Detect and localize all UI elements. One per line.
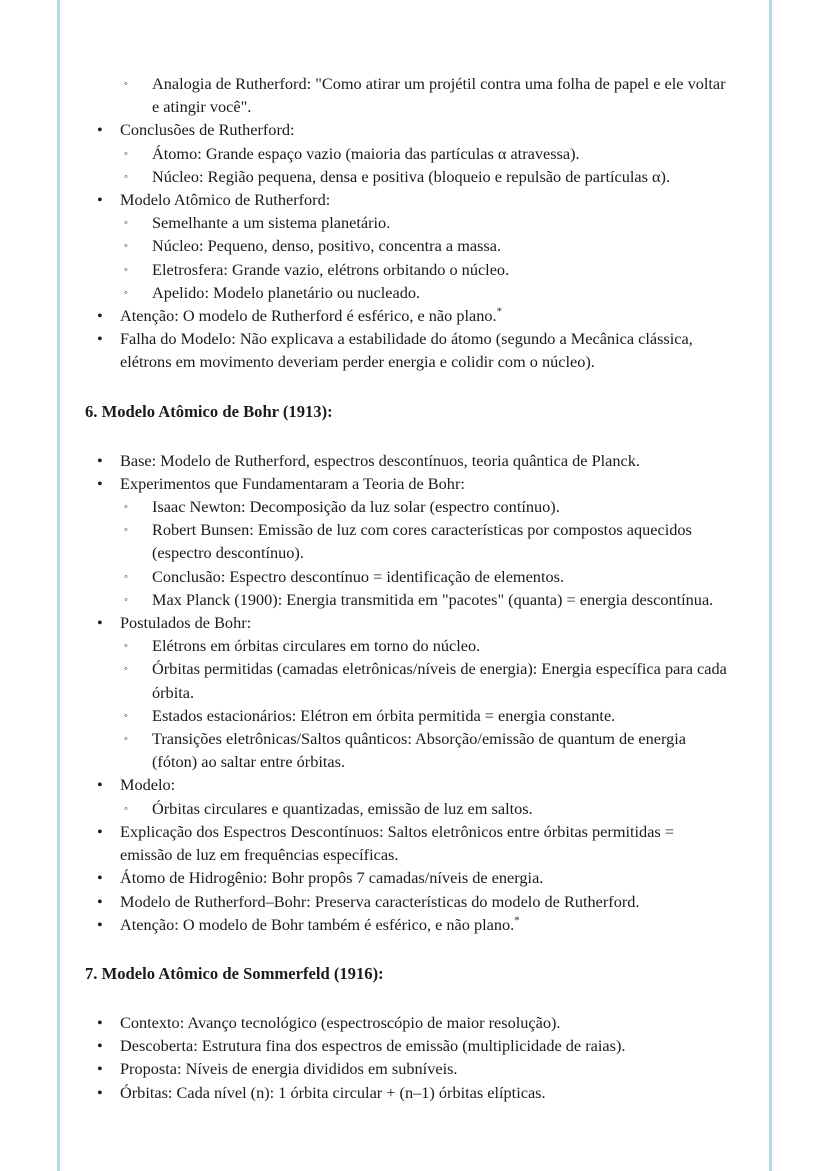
document-section xyxy=(85,962,730,1104)
disc-bullet-icon: • xyxy=(97,1059,103,1079)
disc-bullet-icon: • xyxy=(97,473,103,493)
sub-bullet-item xyxy=(124,657,730,703)
sub-bullet-item xyxy=(124,234,730,257)
sub-bullet-item xyxy=(124,142,730,165)
disc-bullet-icon: • xyxy=(97,914,103,934)
bullet-text: Modelo Atômico de Rutherford: xyxy=(120,190,331,210)
sub-bullet-item xyxy=(124,797,730,820)
circle-bullet-icon: ◦ xyxy=(124,524,128,537)
bullet-text: Robert Bunsen: Emissão de luz com cores características por compostos aquecidos (espectro descontínuo). xyxy=(152,520,692,563)
circle-bullet-icon: ◦ xyxy=(124,663,128,676)
sub-bullet-item xyxy=(124,727,730,773)
document-section xyxy=(85,400,730,936)
section-heading: 6. Modelo Atômico de Bohr (1913): xyxy=(85,401,333,421)
disc-bullet-icon: • xyxy=(97,775,103,795)
sub-bullet-item xyxy=(124,565,730,588)
bullet-text: Max Planck (1900): Energia transmitida em "pacotes" (quanta) = energia descontínua. xyxy=(152,589,714,609)
sub-bullet-item xyxy=(124,634,730,657)
bullet-item xyxy=(97,820,730,866)
circle-bullet-icon: ◦ xyxy=(124,78,128,90)
bullet-text: Modelo de Rutherford–Bohr: Preserva características do modelo de Rutherford. xyxy=(120,891,640,911)
circle-bullet-icon: ◦ xyxy=(124,217,128,230)
bullet-item xyxy=(97,449,730,472)
bullet-item xyxy=(97,1057,730,1080)
bullet-item xyxy=(97,913,730,936)
sub-bullet-item xyxy=(124,258,730,281)
circle-bullet-icon: ◦ xyxy=(124,640,128,653)
footnote-asterisk: * xyxy=(496,305,503,318)
bullet-item xyxy=(97,773,730,796)
bullet-text: Eletrosfera: Grande vazio, elétrons orbitando o núcleo. xyxy=(152,259,510,279)
circle-bullet-icon: ◦ xyxy=(124,802,128,815)
disc-bullet-icon: • xyxy=(97,306,103,326)
circle-bullet-icon: ◦ xyxy=(124,240,128,253)
sub-bullet-item xyxy=(124,495,730,518)
disc-bullet-icon: • xyxy=(97,120,103,140)
sub-bullet-item xyxy=(124,211,730,234)
bullet-text: Núcleo: Pequeno, denso, positivo, concentra a massa. xyxy=(152,236,502,256)
bullet-item xyxy=(97,611,730,634)
bullet-text: Órbitas: Cada nível (n): 1 órbita circular + (n–1) órbitas elípticas. xyxy=(120,1082,546,1102)
circle-bullet-icon: ◦ xyxy=(124,286,128,299)
bullet-item xyxy=(97,1081,730,1104)
bullet-item xyxy=(97,118,730,141)
circle-bullet-icon: ◦ xyxy=(124,733,128,746)
sub-bullet-item xyxy=(124,72,730,118)
bullet-text: Núcleo: Região pequena, densa e positiva (bloqueio e repulsão de partículas α). xyxy=(152,166,671,186)
bullet-text: Explicação dos Espectros Descontínuos: Saltos eletrônicos entre órbitas permitidas = emissão de luz em frequências específicas. xyxy=(120,821,675,865)
circle-bullet-icon: ◦ xyxy=(124,570,128,583)
bullet-text: Contexto: Avanço tecnológico (espectroscópio de maior resolução). xyxy=(120,1012,561,1032)
disc-bullet-icon: • xyxy=(97,450,103,470)
disc-bullet-icon: • xyxy=(97,891,103,911)
document-content xyxy=(85,72,730,1104)
disc-bullet-icon: • xyxy=(97,1082,103,1102)
circle-bullet-icon: ◦ xyxy=(124,501,128,514)
bullet-text: Analogia de Rutherford: "Como atirar um projétil contra uma folha de papel e ele voltar e atingir você". xyxy=(152,74,726,117)
bullet-item xyxy=(97,327,730,373)
outline-list xyxy=(85,1011,730,1104)
circle-bullet-icon: ◦ xyxy=(124,170,128,183)
bullet-text: Proposta: Níveis de energia divididos em subníveis. xyxy=(120,1059,458,1079)
disc-bullet-icon: • xyxy=(97,329,103,349)
bullet-text: Transições eletrônicas/Saltos quânticos: Absorção/emissão de quantum de energia (fóton) ao saltar entre órbitas. xyxy=(152,729,686,772)
bullet-text: Isaac Newton: Decomposição da luz solar (espectro contínuo). xyxy=(152,497,560,517)
bullet-item xyxy=(97,866,730,889)
bullet-text: Elétrons em órbitas circulares em torno do núcleo. xyxy=(152,636,481,656)
bullet-text: Atenção: O modelo de Rutherford é esférico, e não plano. xyxy=(120,306,497,326)
bullet-text: Átomo: Grande espaço vazio (maioria das partículas α atravessa). xyxy=(152,143,580,163)
sub-bullet-item xyxy=(124,588,730,611)
outline-list xyxy=(85,449,730,936)
bullet-text: Conclusão: Espectro descontínuo = identificação de elementos. xyxy=(152,566,565,586)
circle-bullet-icon: ◦ xyxy=(124,709,128,722)
page-left-margin-rule xyxy=(57,0,60,1171)
bullet-text: Semelhante a um sistema planetário. xyxy=(152,213,391,233)
bullet-text: Órbitas permitidas (camadas eletrônicas/níveis de energia): Energia específica para cada órbita. xyxy=(152,659,727,702)
sub-bullet-item xyxy=(124,518,730,564)
bullet-item xyxy=(97,890,730,913)
circle-bullet-icon: ◦ xyxy=(124,593,128,606)
bullet-text: Postulados de Bohr: xyxy=(120,613,252,633)
bullet-text: Estados estacionários: Elétron em órbita permitida = energia constante. xyxy=(152,705,616,725)
bullet-item xyxy=(97,1011,730,1034)
sub-bullet-item xyxy=(124,165,730,188)
bullet-text: Órbitas circulares e quantizadas, emissão de luz em saltos. xyxy=(152,798,533,818)
sub-bullet-item xyxy=(124,281,730,304)
bullet-item xyxy=(97,1034,730,1057)
circle-bullet-icon: ◦ xyxy=(124,147,128,160)
section-heading: 7. Modelo Atômico de Sommerfeld (1916): xyxy=(85,963,384,983)
bullet-text: Falha do Modelo: Não explicava a estabilidade do átomo (segundo a Mecânica clássica, elétrons em movimento deveriam perder energia e colidir com o núcleo). xyxy=(120,329,693,372)
disc-bullet-icon: • xyxy=(97,613,103,633)
bullet-item xyxy=(97,472,730,495)
disc-bullet-icon: • xyxy=(97,868,103,888)
bullet-text: Átomo de Hidrogênio: Bohr propôs 7 camadas/níveis de energia. xyxy=(120,868,544,888)
bullet-text: Conclusões de Rutherford: xyxy=(120,120,295,140)
bullet-text: Atenção: O modelo de Bohr também é esférico, e não plano. xyxy=(120,914,515,934)
footnote-asterisk: * xyxy=(514,914,520,927)
circle-bullet-icon: ◦ xyxy=(124,263,128,276)
bullet-text: Experimentos que Fundamentaram a Teoria de Bohr: xyxy=(120,473,465,493)
bullet-text: Base: Modelo de Rutherford, espectros descontínuos, teoria quântica de Planck. xyxy=(120,450,640,470)
bullet-item xyxy=(97,188,730,211)
bullet-text: Apelido: Modelo planetário ou nucleado. xyxy=(152,282,421,302)
disc-bullet-icon: • xyxy=(97,1036,103,1056)
outline-list xyxy=(85,72,730,374)
disc-bullet-icon: • xyxy=(97,821,103,841)
bullet-text: Modelo: xyxy=(120,775,176,795)
bullet-text: Descoberta: Estrutura fina dos espectros de emissão (multiplicidade de raias). xyxy=(120,1036,626,1056)
sub-bullet-item xyxy=(124,704,730,727)
page-right-margin-rule xyxy=(769,0,772,1171)
disc-bullet-icon: • xyxy=(97,190,103,210)
bullet-item xyxy=(97,304,730,327)
disc-bullet-icon: • xyxy=(97,1012,103,1032)
